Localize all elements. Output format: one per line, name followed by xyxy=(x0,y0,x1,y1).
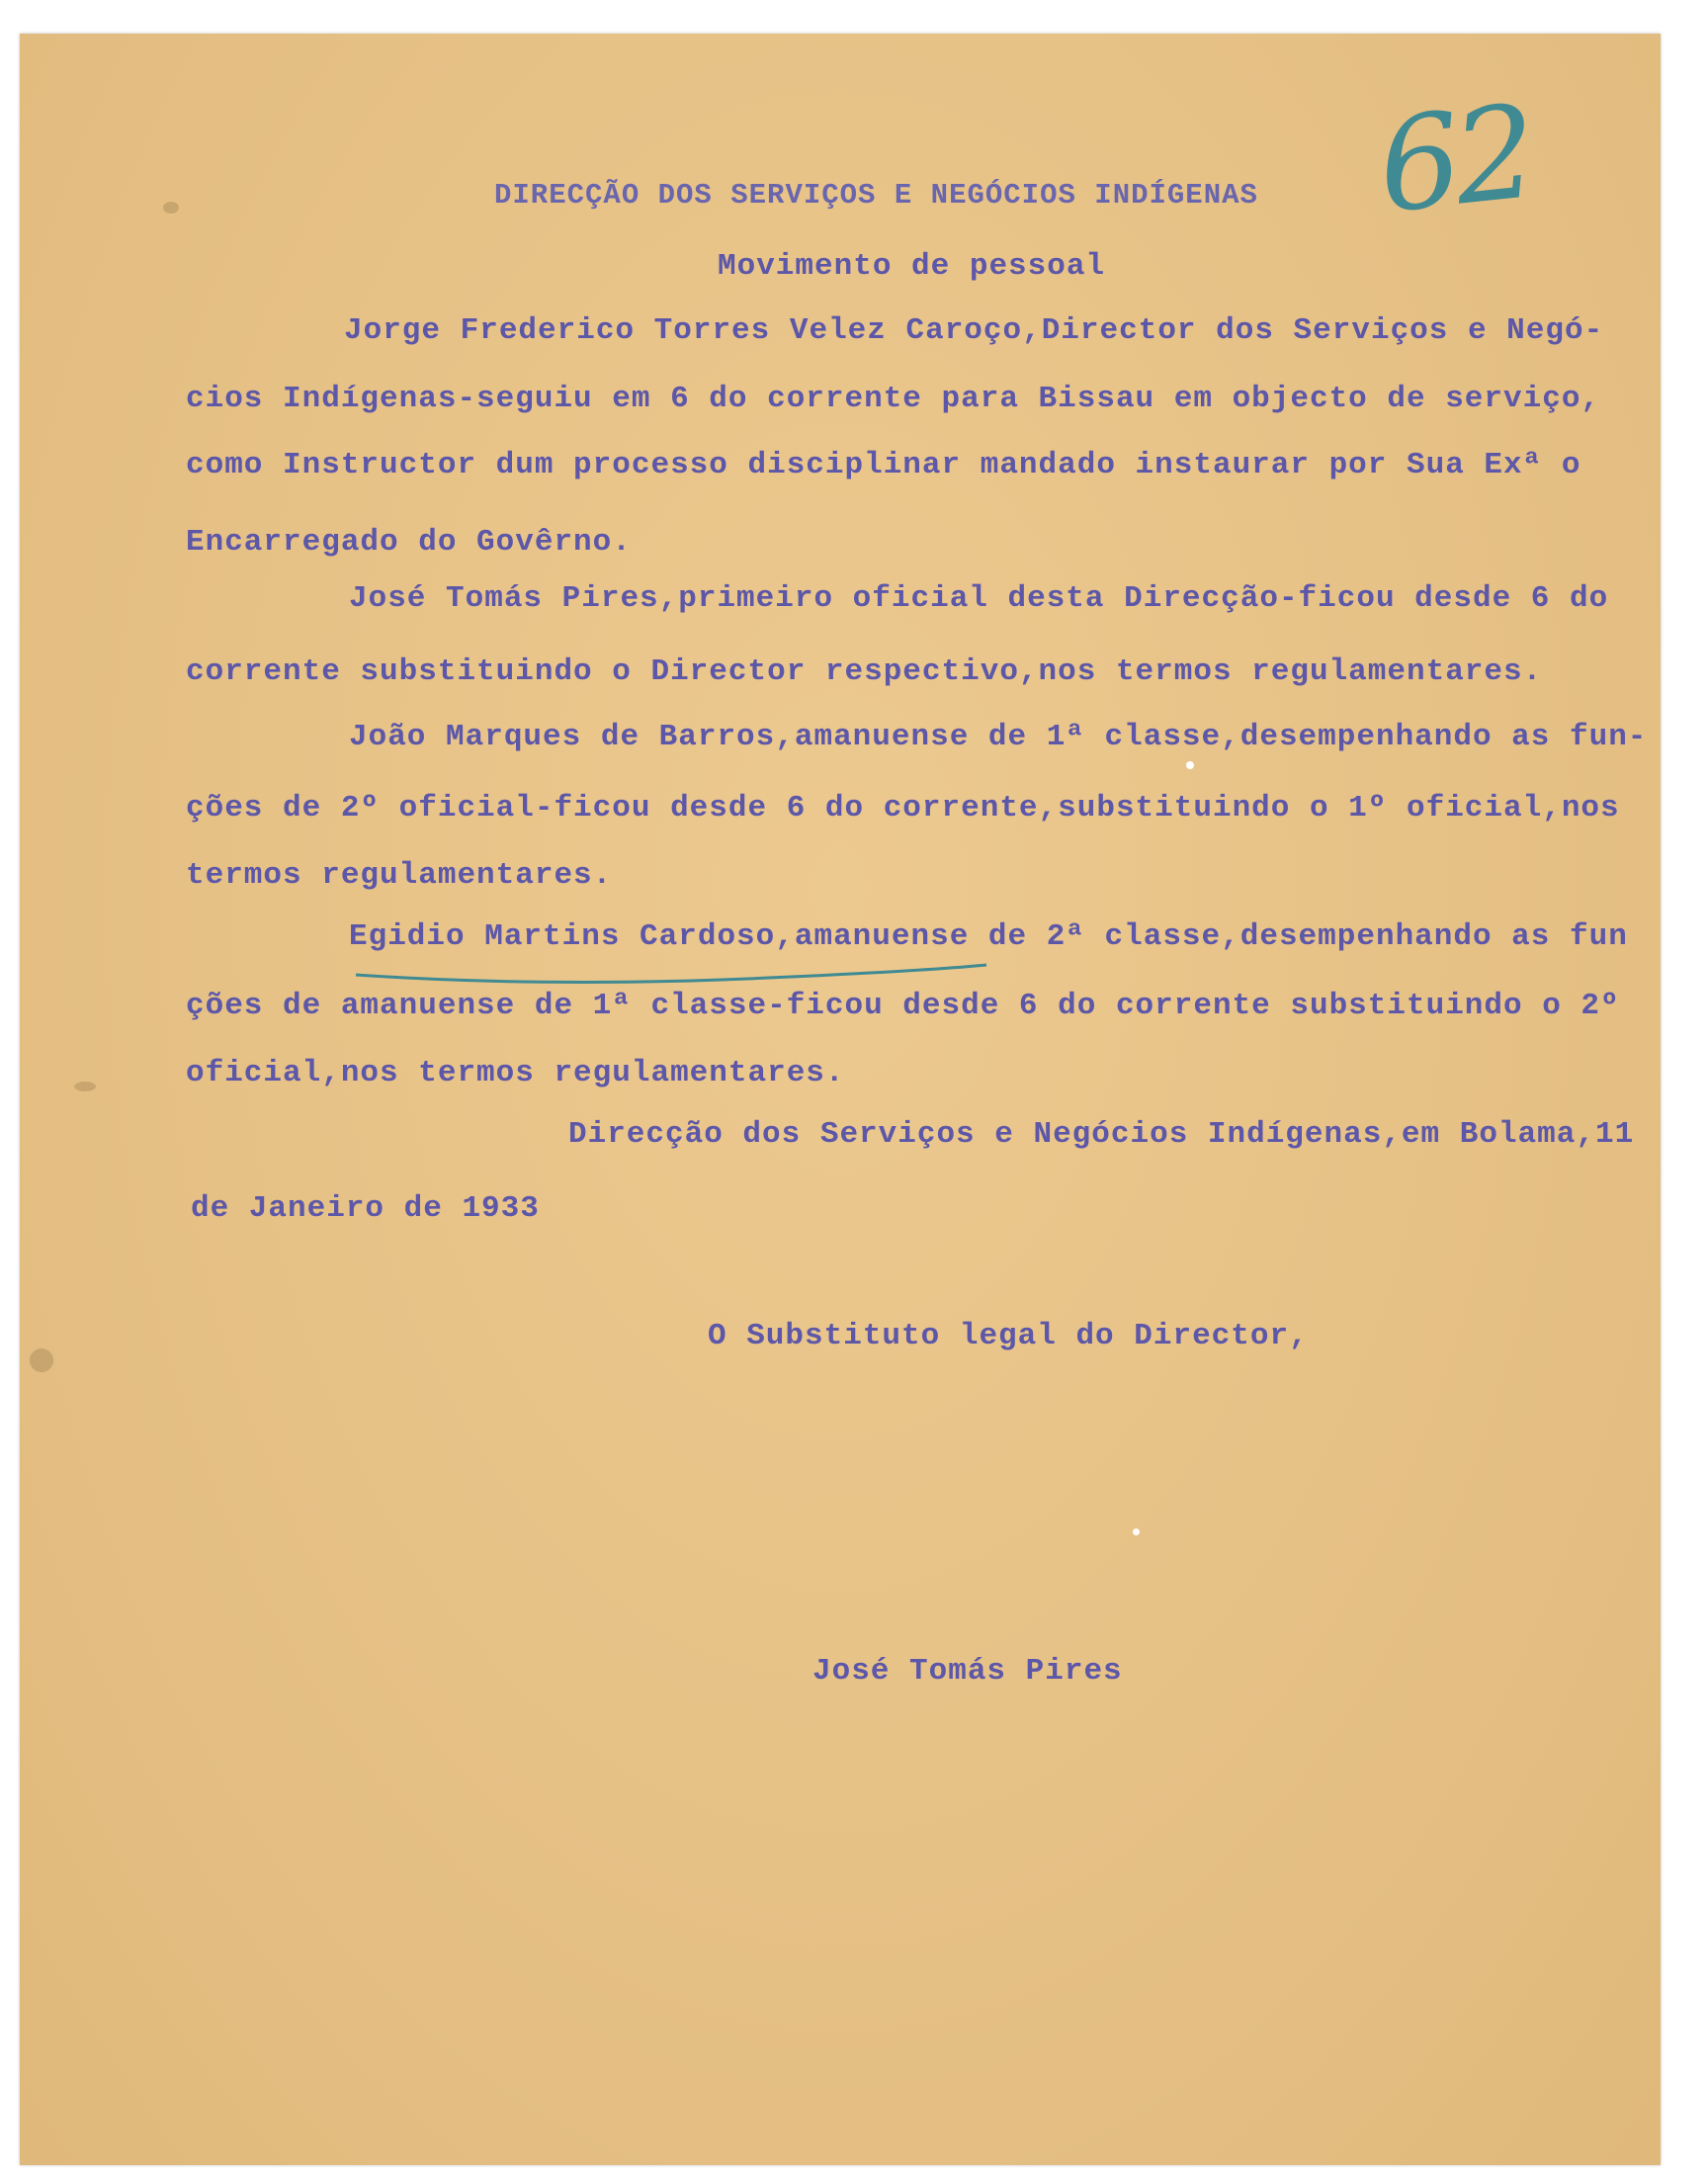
body-line: cios Indígenas-seguiu em 6 do corrente para Bissau em objecto de serviço, xyxy=(186,382,1601,416)
handwritten-underline xyxy=(352,959,989,989)
paper-mark xyxy=(1186,761,1194,769)
body-line: José Tomás Pires,primeiro oficial desta Direcção-ficou desde 6 do xyxy=(349,581,1609,616)
body-line: ções de amanuense de 1ª classe-ficou desde 6 do corrente substituindo o 2º xyxy=(186,989,1620,1023)
signature-name: José Tomás Pires xyxy=(812,1654,1123,1689)
body-line: Jorge Frederico Torres Velez Caroço,Director dos Serviços e Negó- xyxy=(344,313,1604,348)
closing-line: O Substituto legal do Director, xyxy=(708,1319,1309,1353)
body-line: oficial,nos termos regulamentares. xyxy=(186,1056,845,1090)
paper-mark xyxy=(30,1348,53,1372)
document-heading: DIRECÇÃO DOS SERVIÇOS E NEGÓCIOS INDÍGENAS xyxy=(494,179,1258,212)
body-line: termos regulamentares. xyxy=(186,858,613,893)
body-line: Encarregado do Govêrno. xyxy=(186,525,632,560)
document-subheading: Movimento de pessoal xyxy=(718,249,1106,284)
body-line: ções de 2º oficial-ficou desde 6 do corrente,substituindo o 1º oficial,nos xyxy=(186,791,1620,826)
body-line: Egidio Martins Cardoso,amanuense de 2ª classe,desempenhando as fun xyxy=(349,919,1628,954)
body-line: João Marques de Barros,amanuense de 1ª classe,desempenhando as fun- xyxy=(349,720,1648,754)
document-page xyxy=(20,34,1661,2165)
body-line: de Janeiro de 1933 xyxy=(191,1191,540,1226)
paper-mark xyxy=(163,202,179,214)
body-line: como Instructor dum processo disciplinar mandado instaurar por Sua Exª o xyxy=(186,448,1581,482)
body-line: Direcção dos Serviços e Negócios Indígenas,em Bolama,11 xyxy=(568,1117,1635,1152)
paper-mark xyxy=(1133,1528,1140,1535)
folio-number: 62 xyxy=(1371,76,1538,242)
paper-mark xyxy=(74,1082,96,1091)
body-line: corrente substituindo o Director respectivo,nos termos regulamentares. xyxy=(186,654,1543,689)
